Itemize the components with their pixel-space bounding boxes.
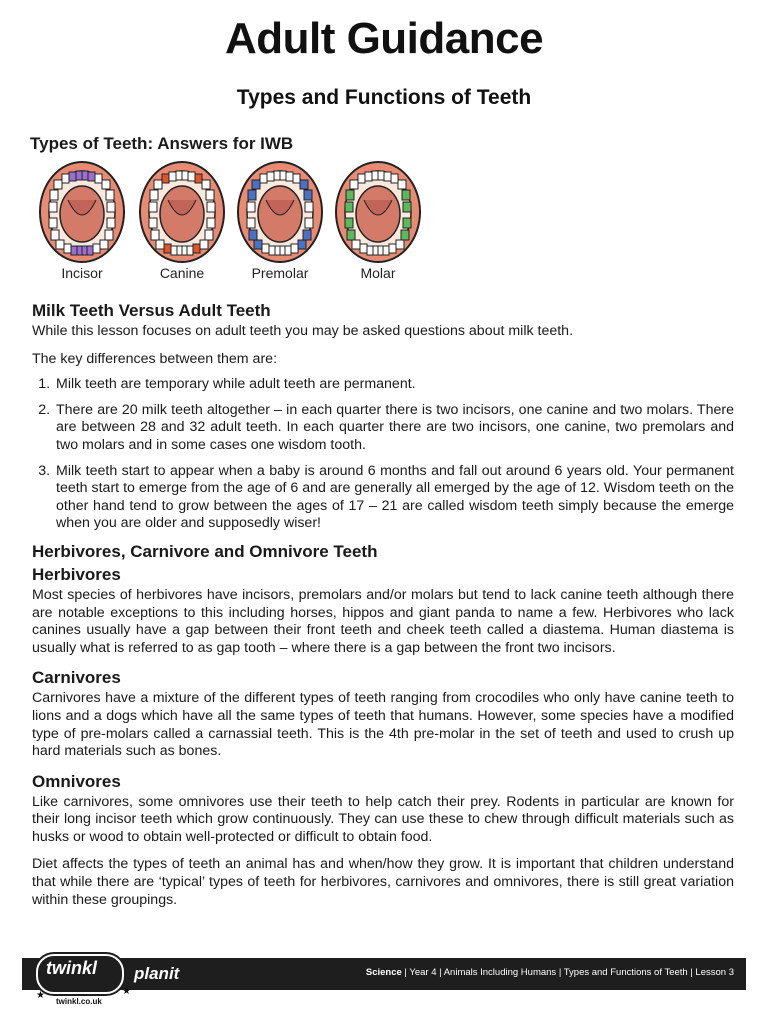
footer-url[interactable]: twinkl.co.uk	[56, 997, 102, 1006]
planit-brand: planit	[134, 964, 180, 983]
mouth-label-molar: Molar	[360, 265, 396, 281]
mouth-icon	[236, 160, 324, 264]
mouth-icon	[38, 160, 126, 264]
star-icon: ★	[122, 986, 131, 997]
milk-differences-list	[32, 376, 734, 533]
footer-path: | Year 4 | Animals Including Humans | Types and Functions of Teeth | Lesson 3	[401, 967, 734, 978]
milk-heading: Milk Teeth Versus Adult Teeth	[32, 301, 271, 320]
closing-text: Diet affects the types of teeth an animal has and when/how they grow. It is important that children understand that while there are ‘typical’ types of teeth for herbivores, carnivores and omnivores, there is still great variation within these groupings.	[32, 856, 734, 908]
herbivores-text: Most species of herbivores have incisors, premolars and/or molars but tend to lack canine teeth although there are notable exceptions to this including horses, hippos and giant panda to name a few. Herbivores who lack canines usually have a gap between their front teeth and cheek teeth called a diastema. Human diastema is usually what is referred to as gap tooth – where there is a gap between the front two incisors.	[32, 586, 734, 656]
omnivores-text: Like carnivores, some omnivores use their teeth to help catch their prey. Rodents in particular are known for their long incisor teeth which grow continuously. They can use these to chew through difficult materials such as husks or wood to obtain well-protected or difficult to obtain food.	[32, 793, 734, 845]
logo-text: twinkl	[46, 958, 98, 978]
list-item: 3. Milk teeth start to appear when a baby is around 6 months and fall out around 6 years old. Your permanent teeth start to emerge from the age of 6 and are generally all emerged by the age of 12. Wisdom teeth on the other hand tend to grow between the ages of 17 – 21 are called wisdom teeth simply because the emerge when you are older and supposedly wiser!	[54, 463, 734, 533]
mouth-label-premolar: Premolar	[251, 265, 309, 281]
diet-heading: Herbivores, Carnivore and Omnivore Teeth	[32, 541, 378, 561]
omnivores-heading: Omnivores	[32, 771, 121, 791]
footer-breadcrumb	[366, 967, 734, 978]
mouth-icon	[334, 160, 422, 264]
page-subtitle: Types and Functions of Teeth	[236, 86, 532, 109]
footer-subject: Science	[365, 967, 402, 978]
mouth-icon	[138, 160, 226, 264]
mouth-incisor-diagram	[38, 160, 126, 281]
milk-intro: While this lesson focuses on adult teeth you may be asked questions about milk teeth.	[32, 323, 574, 339]
mouth-canine-diagram	[138, 160, 226, 281]
page-title: Adult Guidance	[224, 14, 544, 63]
teeth-diagrams	[38, 160, 438, 290]
list-item: 1. Milk teeth are temporary while adult teeth are permanent.	[54, 376, 734, 394]
star-icon: ★	[36, 990, 45, 1001]
carnivores-text: Carnivores have a mixture of the different types of teeth ranging from crocodiles who only have canine teeth to lions and a dogs which have all the same types of teeth that humans. However, some species have a modified type of pre-molars called a carnassial teeth. This is the 4th pre-molar in the set of teeth and used to crush up hard materials such as bones.	[32, 690, 734, 760]
main-content	[32, 300, 734, 919]
milk-lead: The key differences between them are:	[32, 350, 278, 367]
list-item: 2. There are 20 milk teeth altogether – in each quarter there is two incisors, one canine and two molars. There are between 28 and 32 adult teeth. In each quarter there are two incisors, one canine, two premolars and two molars and in some cases one wisdom tooth.	[54, 402, 734, 455]
herbivores-heading: Herbivores	[32, 564, 121, 584]
mouth-label-canine: Canine	[159, 265, 205, 281]
carnivores-heading: Carnivores	[32, 668, 121, 688]
mouth-premolar-diagram	[236, 160, 324, 281]
mouth-label-incisor: Incisor	[61, 265, 103, 281]
mouth-molar-diagram	[334, 160, 422, 281]
iwb-heading: Types of Teeth: Answers for IWB	[30, 134, 294, 153]
